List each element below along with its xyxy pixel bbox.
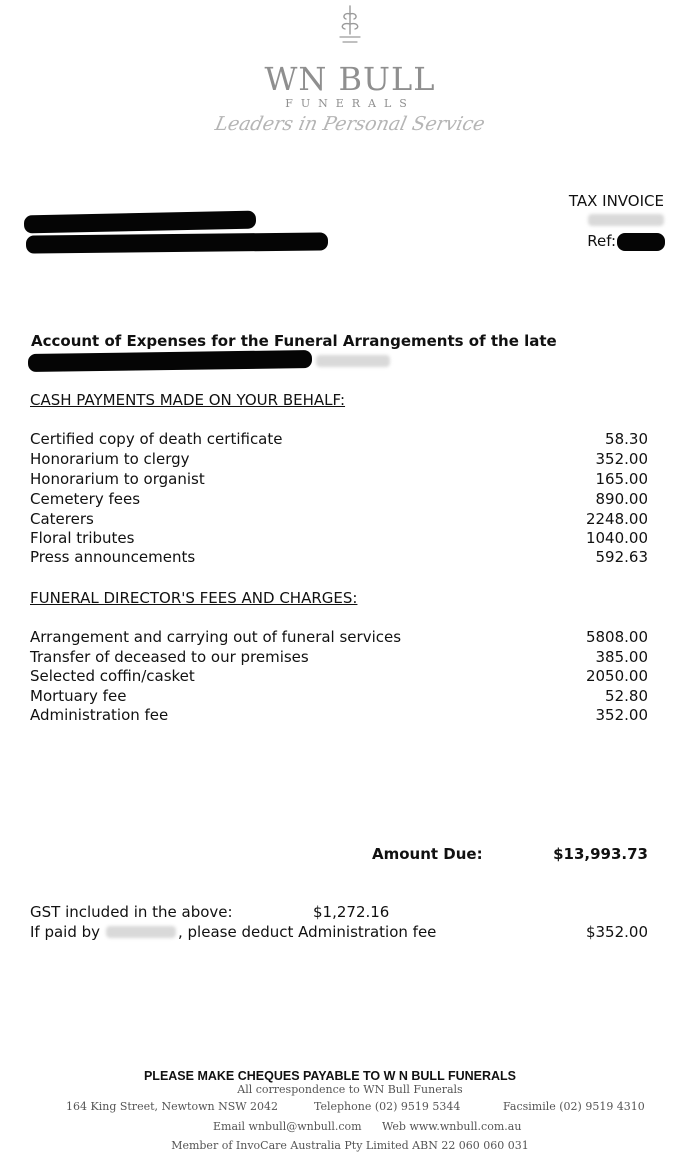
company-name: WN BULL — [264, 60, 436, 98]
line-item-label: Cemetery fees — [30, 490, 141, 508]
company-subtitle: FUNERALS — [285, 97, 415, 110]
footer-address: 164 King Street, Newtown NSW 2042 — [66, 1100, 279, 1113]
line-item-label: Arrangement and carrying out of funeral services — [30, 628, 402, 646]
line-item-amount: 52.80 — [605, 687, 648, 705]
line-item-label: Honorarium to organist — [30, 470, 205, 488]
line-item — [30, 450, 648, 470]
amount-due-value: $13,993.73 — [553, 845, 648, 863]
line-item-label: Honorarium to clergy — [30, 450, 190, 468]
line-item-amount: 1040.00 — [585, 529, 648, 547]
line-item-label: Caterers — [30, 510, 94, 528]
footer-web: Web www.wnbull.com.au — [382, 1120, 522, 1133]
line-item-amount: 352.00 — [595, 706, 648, 724]
account-heading: Account of Expenses for the Funeral Arrangements of the late — [31, 332, 557, 350]
blurred-deceased-date — [316, 355, 390, 367]
line-item-label: Mortuary fee — [30, 687, 127, 705]
line-item — [30, 706, 648, 726]
line-item — [30, 667, 648, 687]
line-item — [30, 490, 648, 510]
footer-member: Member of InvoCare Australia Pty Limited ABN 22 060 060 031 — [171, 1139, 529, 1152]
document-type: TAX INVOICE — [568, 192, 664, 210]
blurred-payment-date — [106, 926, 176, 938]
footer-email: Email wnbull@wnbull.com — [213, 1120, 362, 1133]
line-item — [30, 470, 648, 490]
line-item-label: Selected coffin/casket — [30, 667, 195, 685]
line-item — [30, 648, 648, 668]
redacted-deceased-name — [28, 350, 312, 372]
footer-correspondence: All correspondence to WN Bull Funerals — [237, 1083, 463, 1096]
line-item-label: Administration fee — [30, 706, 169, 724]
footer-telephone: Telephone (02) 9519 5344 — [314, 1100, 461, 1113]
early-payment-discount: $352.00 — [585, 923, 648, 941]
line-item-label: Transfer of deceased to our premises — [30, 648, 309, 666]
blurred-invoice-date — [588, 214, 664, 226]
line-item-amount: 890.00 — [595, 490, 648, 508]
early-payment-suffix: , please deduct Administration fee — [178, 923, 437, 941]
line-item — [30, 548, 648, 568]
line-item — [30, 529, 648, 549]
redacted-recipient-name — [24, 211, 256, 234]
line-item-amount: 2248.00 — [585, 510, 648, 528]
reference-label: Ref: — [587, 232, 616, 250]
line-item-label: Press announcements — [30, 548, 196, 566]
company-tagline: Leaders in Personal Service — [213, 113, 487, 135]
gst-label: GST included in the above: — [30, 903, 233, 921]
line-item-amount: 2050.00 — [585, 667, 648, 685]
line-item-amount: 5808.00 — [585, 628, 648, 646]
line-item — [30, 510, 648, 530]
cash-section-title: CASH PAYMENTS MADE ON YOUR BEHALF: — [30, 391, 346, 409]
footer-facsimile: Facsimile (02) 9519 4310 — [503, 1100, 645, 1113]
amount-due-label: Amount Due: — [372, 845, 483, 863]
gst-value: $1,272.16 — [313, 903, 390, 921]
line-item-amount: 352.00 — [595, 450, 648, 468]
line-item — [30, 628, 648, 648]
line-item-amount: 385.00 — [595, 648, 648, 666]
cheque-instruction: PLEASE MAKE CHEQUES PAYABLE TO W N BULL FUNERALS — [143, 1069, 517, 1083]
line-item — [30, 687, 648, 707]
early-payment-prefix: If paid by — [30, 923, 101, 941]
redacted-recipient-address — [26, 232, 328, 253]
line-item-label: Certified copy of death certificate — [30, 430, 283, 448]
line-item-amount: 592.63 — [595, 548, 648, 566]
line-item-amount: 165.00 — [595, 470, 648, 488]
sprig-logo-icon — [334, 4, 366, 46]
line-item-label: Floral tributes — [30, 529, 135, 547]
line-item — [30, 430, 648, 450]
line-item-amount: 58.30 — [605, 430, 648, 448]
fees-section-title: FUNERAL DIRECTOR'S FEES AND CHARGES: — [30, 589, 358, 607]
redacted-reference-number — [617, 233, 665, 251]
